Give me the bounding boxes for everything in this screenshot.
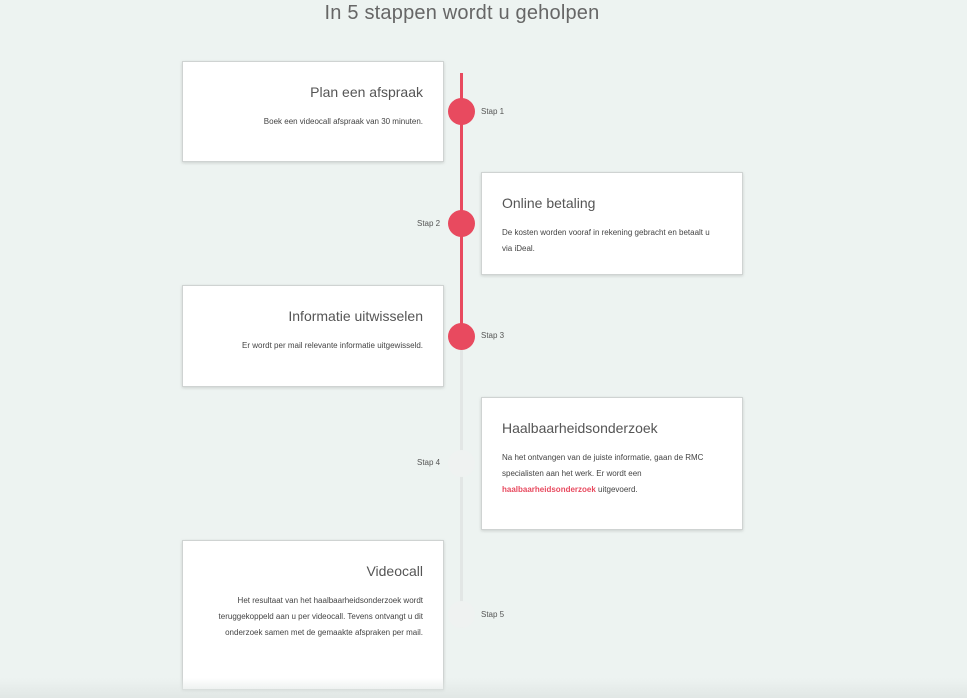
haalbaarheidsonderzoek-link[interactable]: haalbaarheidsonderzoek (502, 485, 596, 494)
step-4-title: Haalbaarheidsonderzoek (502, 420, 658, 436)
step-5-text: Het resultaat van het haalbaarheidsonderzoek wordt teruggekoppeld aan u per videocall. Tevens ontvangt u dit onderzoek samen met de gemaakte afspraken per mail. (218, 596, 423, 637)
step-5-label: Stap 5 (481, 610, 505, 619)
step-3-card (182, 285, 444, 387)
step-1-card (182, 61, 444, 162)
step-1-title: Plan een afspraak (310, 84, 423, 100)
step-2-card (481, 172, 743, 275)
step-1-text: Boek een videocall afspraak van 30 minuten. (263, 117, 423, 126)
step-3-dot (448, 323, 475, 350)
step-2-dot (448, 210, 475, 237)
step-3-title: Informatie uitwisselen (288, 308, 423, 324)
step-4-label: Stap 4 (417, 458, 441, 467)
step-2-title: Online betaling (502, 195, 596, 211)
step-2-label: Stap 2 (417, 219, 441, 228)
step-4-dot (448, 450, 475, 477)
step-5-title: Videocall (366, 563, 423, 579)
step-4-text-before: Na het ontvangen van de juiste informatie, gaan de RMC specialisten aan het werk. Er wordt een (502, 453, 704, 478)
step-4-text (502, 450, 722, 498)
step-3-text: Er wordt per mail relevante informatie uitgewisseld. (242, 341, 423, 350)
step-5-dot (448, 601, 475, 628)
step-1-dot (448, 98, 475, 125)
step-2-text: De kosten worden vooraf in rekening gebracht en betaalt u via iDeal. (502, 228, 710, 253)
step-1-label: Stap 1 (481, 107, 505, 116)
step-4-text-after: uitgevoerd. (598, 485, 638, 494)
step-5-card (182, 540, 444, 690)
step-4-card (481, 397, 743, 530)
bottom-fade (0, 678, 967, 698)
page-title: In 5 stappen wordt u geholpen (324, 2, 600, 24)
step-3-label: Stap 3 (481, 331, 505, 340)
